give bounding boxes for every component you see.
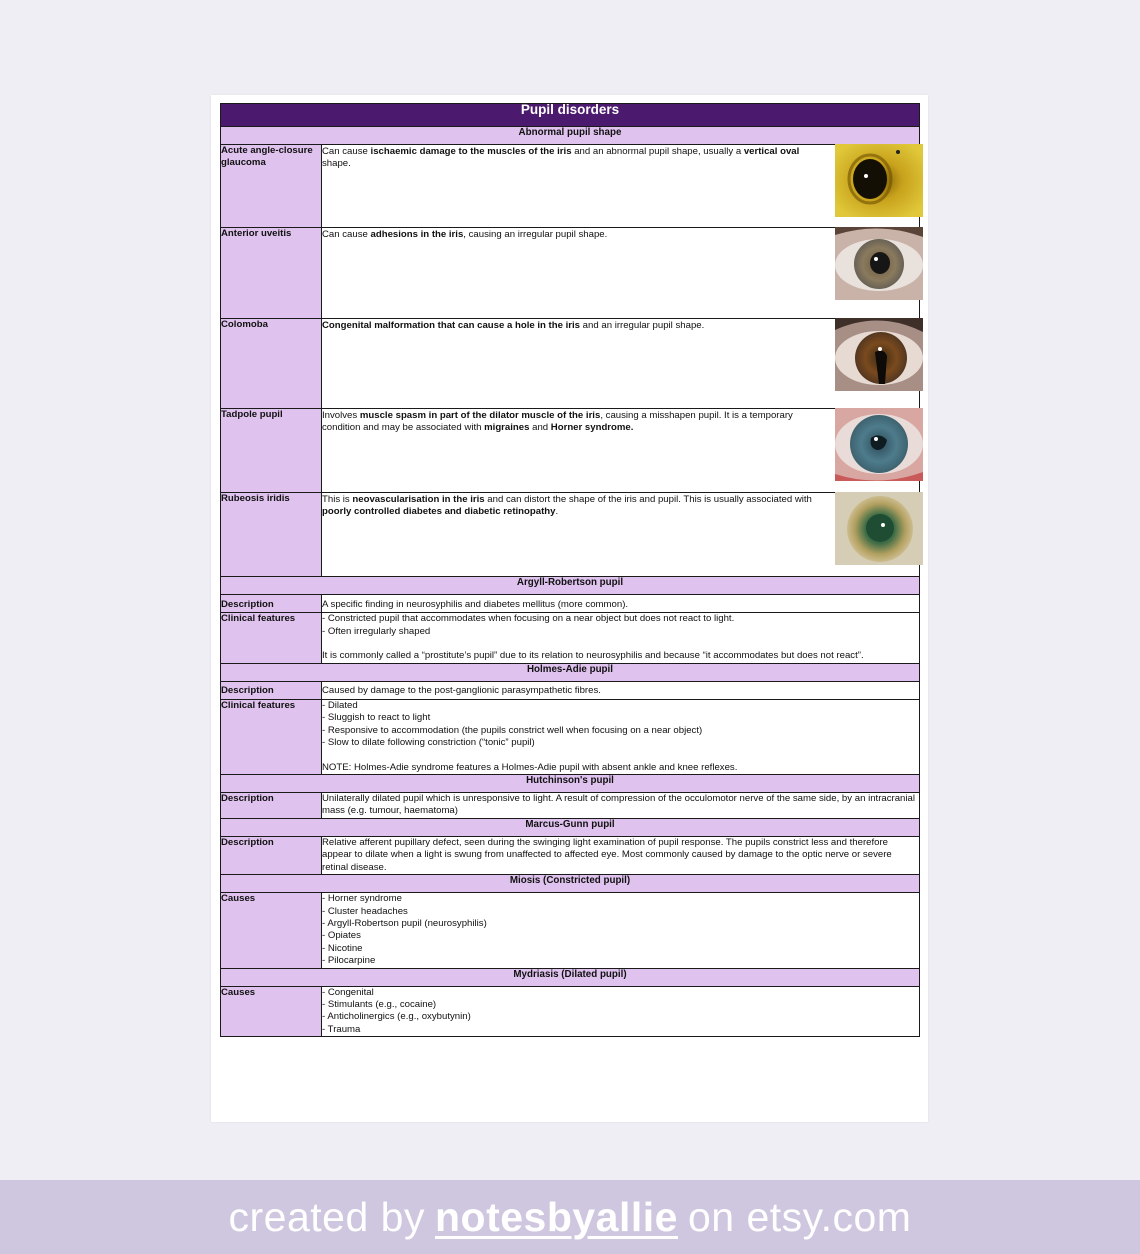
document-title: Pupil disorders (221, 104, 920, 127)
row-content: Unilaterally dilated pupil which is unresponsive to light. A result of compression of the occulomotor nerve of the same side, by an intracranial mass (e.g. tumour, haematoma) (322, 793, 920, 819)
row-content: A specific finding in neurosyphilis and diabetes mellitus (more common). (322, 595, 920, 613)
row-content (322, 319, 920, 409)
row-label: Clinical features (221, 700, 322, 775)
title-row (221, 104, 920, 127)
list-item: - Cluster headaches (322, 905, 408, 917)
section-header-hutchinson (221, 775, 920, 793)
footer-banner (0, 1180, 1140, 1254)
list-item: - Dilated (322, 700, 358, 712)
list-item: - Horner syndrome (322, 893, 402, 905)
table-row (221, 681, 920, 699)
section-heading: Abnormal pupil shape (221, 127, 920, 145)
section-header-holmes-adie (221, 663, 920, 681)
table-row (221, 893, 920, 968)
row-content (322, 700, 920, 775)
row-text: Congenital malformation that can cause a hole in the iris and an irregular pupil shape. (322, 320, 705, 331)
row-content (322, 613, 920, 663)
eye-photo-coloboma (835, 318, 923, 391)
list-item: - Nicotine (322, 942, 363, 954)
section-heading: Argyll-Robertson pupil (221, 577, 920, 595)
list-item: - Slow to dilate following constriction (“tonic” pupil) (322, 737, 535, 749)
eye-photo-uveitis (835, 227, 923, 300)
list-item: - Argyll-Robertson pupil (neurosyphilis) (322, 917, 487, 929)
footer-brand-link[interactable]: notesbyallie (434, 1193, 678, 1240)
row-label: Rubeosis iridis (221, 493, 322, 577)
row-text: Can cause ischaemic damage to the muscles of the iris and an abnormal pupil shape, usually a vertical oval shape. (322, 146, 800, 170)
section-header-miosis (221, 875, 920, 893)
row-content (322, 228, 920, 319)
row-content: Caused by damage to the post-ganglionic parasympathetic fibres. (322, 681, 920, 699)
row-label: Description (221, 836, 322, 874)
note-text: It is commonly called a “prostitute’s pupil” due to its relation to neurosyphilis and because “it accommodates but does not react”. (322, 650, 864, 662)
row-content (322, 893, 920, 968)
table-row (221, 228, 920, 319)
section-heading: Miosis (Constricted pupil) (221, 875, 920, 893)
row-label: Description (221, 793, 322, 819)
row-content (322, 409, 920, 493)
list-item: - Anticholinergics (e.g., oxybutynin) (322, 1011, 471, 1023)
document-sheet (211, 95, 928, 1122)
table-row (221, 793, 920, 819)
note-text: NOTE: Holmes-Adie syndrome features a Holmes-Adie pupil with absent ankle and knee reflexes. (322, 761, 738, 773)
row-label: Causes (221, 986, 322, 1037)
section-heading: Marcus-Gunn pupil (221, 818, 920, 836)
list-item: - Constricted pupil that accommodates when focusing on a near object but does not react to light. (322, 613, 735, 625)
table-row (221, 986, 920, 1037)
row-label: Anterior uveitis (221, 228, 322, 319)
row-label: Colomoba (221, 319, 322, 409)
table-row (221, 836, 920, 874)
list-item: - Pilocarpine (322, 955, 376, 967)
table-row (221, 319, 920, 409)
table-row (221, 700, 920, 775)
row-content (322, 493, 920, 577)
section-heading: Mydriasis (Dilated pupil) (221, 968, 920, 986)
row-label: Tadpole pupil (221, 409, 322, 493)
list-item: - Stimulants (e.g., cocaine) (322, 998, 437, 1010)
row-label: Clinical features (221, 613, 322, 663)
list-item: - Congenital (322, 986, 374, 998)
row-label: Acute angle-closure glaucoma (221, 145, 322, 228)
footer-prefix: created by (228, 1193, 425, 1240)
list-item: - Often irregularly shaped (322, 625, 431, 637)
list-item: - Trauma (322, 1023, 361, 1035)
footer-suffix: on etsy.com (687, 1193, 912, 1240)
row-text: Can cause adhesions in the iris, causing an irregular pupil shape. (322, 229, 608, 240)
eye-photo-tadpole (835, 408, 923, 481)
section-header-mydriasis (221, 968, 920, 986)
row-content: Relative afferent pupillary defect, seen during the swinging light examination of pupil response. The pupils constrict less and therefore appear to dilate when a light is swung from unaffected to affected eye. Most commonly caused by damage to the optic nerve or severe retinal disease. (322, 836, 920, 874)
row-label: Description (221, 681, 322, 699)
list-item: - Sluggish to react to light (322, 712, 431, 724)
eye-photo-glaucoma (835, 144, 923, 217)
section-heading: Holmes-Adie pupil (221, 663, 920, 681)
list-item: - Opiates (322, 930, 361, 942)
section-header-marcus-gunn (221, 818, 920, 836)
row-content (322, 986, 920, 1037)
row-text: This is neovascularisation in the iris and can distort the shape of the iris and pupil. This is usually associated with poorly controlled diabetes and diabetic retinopathy. (322, 494, 812, 518)
table-row (221, 145, 920, 228)
eye-photo-rubeosis (835, 492, 923, 565)
row-text: Involves muscle spasm in part of the dilator muscle of the iris, causing a misshapen pupil. It is a temporary condition and may be associated with migraines and Horner syndrome. (322, 410, 793, 434)
section-heading: Hutchinson's pupil (221, 775, 920, 793)
row-label: Causes (221, 893, 322, 968)
section-header-argyll-robertson (221, 577, 920, 595)
table-row (221, 493, 920, 577)
section-header-abnormal-shape (221, 127, 920, 145)
pupil-disorders-table (220, 103, 920, 1037)
row-content (322, 145, 920, 228)
table-row (221, 595, 920, 613)
row-label: Description (221, 595, 322, 613)
list-item: - Responsive to accommodation (the pupils constrict well when focusing on a near object) (322, 724, 703, 736)
table-row (221, 409, 920, 493)
table-row (221, 613, 920, 663)
